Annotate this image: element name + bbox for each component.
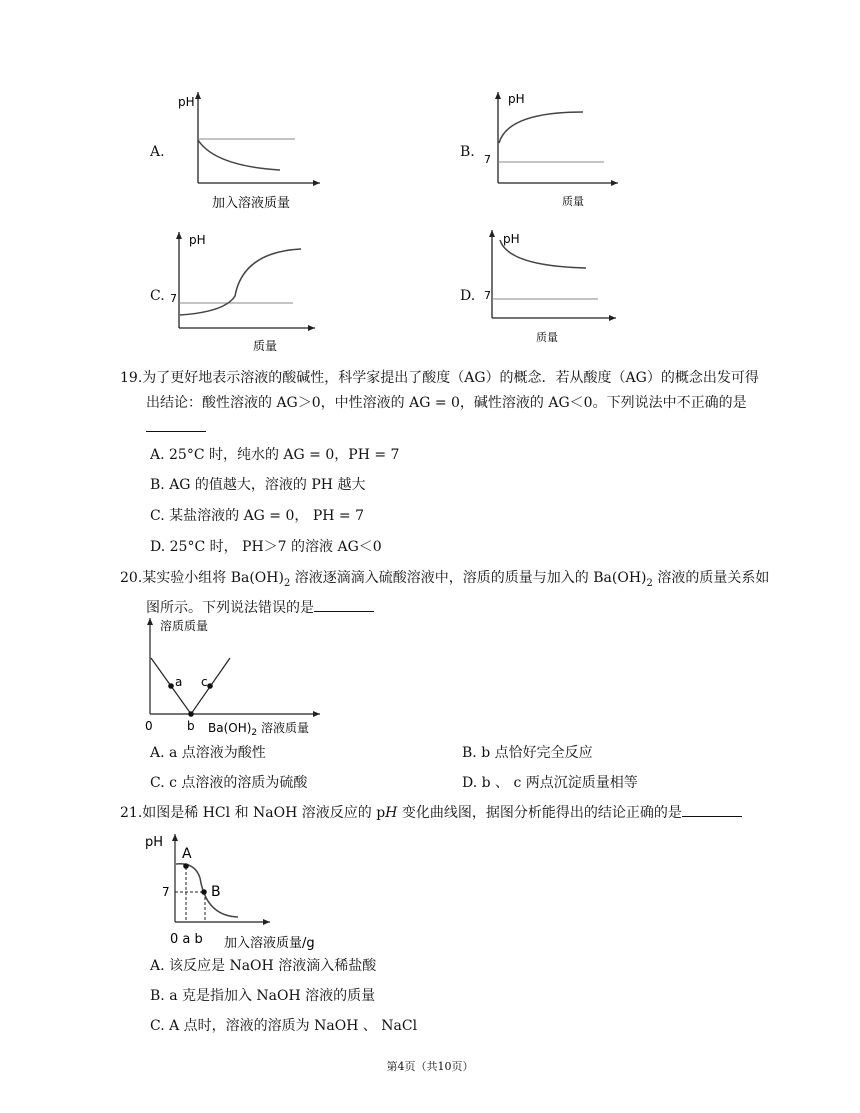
reference-tick-label: 7 [170, 292, 177, 305]
x-axis-label: 质量 [253, 339, 278, 353]
q20-graph [140, 614, 340, 739]
x-axis-label: 加入溶液质量/g [224, 936, 315, 951]
x-axis-label: 质量 [562, 195, 584, 208]
curve [198, 140, 280, 170]
q20-option-c[interactable]: C. c 点溶液的溶质为硫酸 [150, 775, 308, 791]
curve [180, 249, 301, 315]
y-axis-arrow [489, 230, 495, 237]
q20-option-b[interactable]: B. b 点恰好完全反应 [462, 745, 593, 761]
y-axis-arrow [176, 232, 182, 239]
q21-graph [140, 830, 340, 955]
reference-tick-label: 7 [162, 885, 170, 899]
point-c-label: c [201, 675, 208, 689]
q21-option-c[interactable]: C. A 点时，溶液的溶质为 NaOH 、 NaCl [150, 1018, 418, 1034]
page-footer: 第4页（共10页） [386, 1060, 474, 1073]
origin-label: 0 [145, 719, 153, 733]
x-axis-arrow [313, 711, 320, 717]
question-21 [120, 801, 770, 826]
answer-blank[interactable] [146, 417, 206, 432]
point-a-label: A [182, 846, 192, 862]
q18-option-d-label: D. [460, 288, 476, 304]
q18-option-b-label: B. [460, 144, 475, 160]
q21-option-a[interactable]: A. 该反应是 NaOH 溶液滴入稀盐酸 [150, 958, 377, 974]
q21-option-b[interactable]: B. a 克是指加入 NaOH 溶液的质量 [150, 988, 376, 1004]
question-20-stem: 20.某实验小组将 $Ba(OH)_2$ 溶液逐滴滴入硫酸溶液中，溶质的质量与加入的 $Ba(OH)_2$ 溶液的质量关系如图所示。下列说法错误的是 [120, 570, 770, 616]
y-axis-arrow [172, 834, 178, 841]
point-c-dot [207, 683, 213, 689]
q18-graph-c [165, 226, 325, 356]
x-axis-arrow [313, 180, 320, 186]
x-axis-label: $Ba(OH)_2$ 溶液质量 [208, 721, 309, 738]
y-axis-label: 溶质质量 [160, 619, 209, 633]
v-curve [151, 658, 230, 714]
point-b-label: B [211, 884, 221, 900]
question-19 [120, 366, 770, 441]
q19-option-c[interactable]: C. 某盐溶液的 AG = 0， PH = 7 [150, 508, 365, 524]
q19-option-d[interactable]: D. 25°C 时， PH＞7 的溶液 AG＜0 [150, 539, 382, 555]
q18-graph-d [478, 226, 628, 351]
x-axis-label: 加入溶液质量 [212, 196, 291, 211]
q19-option-b[interactable]: B. AG 的值越大，溶液的 PH 越大 [150, 477, 366, 493]
x-axis-label: 质量 [536, 331, 558, 344]
y-axis-label: pH [503, 232, 520, 246]
point-b-label: b [187, 719, 195, 733]
q20-option-a[interactable]: A. a 点溶液为酸性 [150, 745, 266, 761]
q18-graph-a [170, 88, 330, 213]
question-19-stem: 19.为了更好地表示溶液的酸碱性，科学家提出了酸度（AG）的概念．若从酸度（AG）的概念出发可得出结论：酸性溶液的 AG＞0，中性溶液的 AG = 0，碱性溶液的 AG＜0。下列说法中不正确的是 [120, 366, 770, 441]
q18-option-a-label: A. [150, 144, 165, 160]
y-axis-arrow [195, 92, 201, 99]
y-axis-label: pH [145, 835, 164, 850]
y-axis-label: pH [178, 95, 195, 109]
q20-option-d[interactable]: D. b 、 c 两点沉淀质量相等 [462, 775, 638, 791]
y-axis-arrow [495, 92, 501, 99]
y-axis-label: pH [189, 233, 206, 247]
q19-option-a[interactable]: A. 25°C 时，纯水的 AG = 0，PH = 7 [150, 447, 400, 463]
y-axis-arrow [147, 618, 153, 625]
reference-tick-label: 7 [484, 289, 491, 302]
x-axis-arrow [308, 325, 315, 331]
x-axis-arrow [609, 315, 616, 321]
reference-tick-label: 7 [484, 153, 491, 166]
point-a-dot [168, 683, 174, 689]
point-a-label: a [175, 675, 183, 689]
point-b-dot [201, 889, 207, 895]
q18-graph-b [478, 88, 628, 213]
answer-blank[interactable] [682, 802, 742, 817]
point-a-dot [183, 863, 189, 869]
x-tick-labels: 0 a b [170, 932, 203, 947]
curve [176, 864, 238, 917]
point-b-dot [188, 711, 194, 717]
x-axis-arrow [611, 180, 618, 186]
curve [499, 112, 583, 143]
q18-option-c-label: C. [150, 288, 165, 304]
question-21-stem: 21.如图是稀 HCl 和 NaOH 溶液反应的 pH 变化曲线图，据图分析能得出的结论正确的是 [120, 801, 770, 826]
y-axis-label: pH [508, 92, 525, 106]
question-20 [120, 566, 770, 621]
x-axis-arrow [263, 919, 270, 925]
answer-blank[interactable] [314, 597, 374, 612]
